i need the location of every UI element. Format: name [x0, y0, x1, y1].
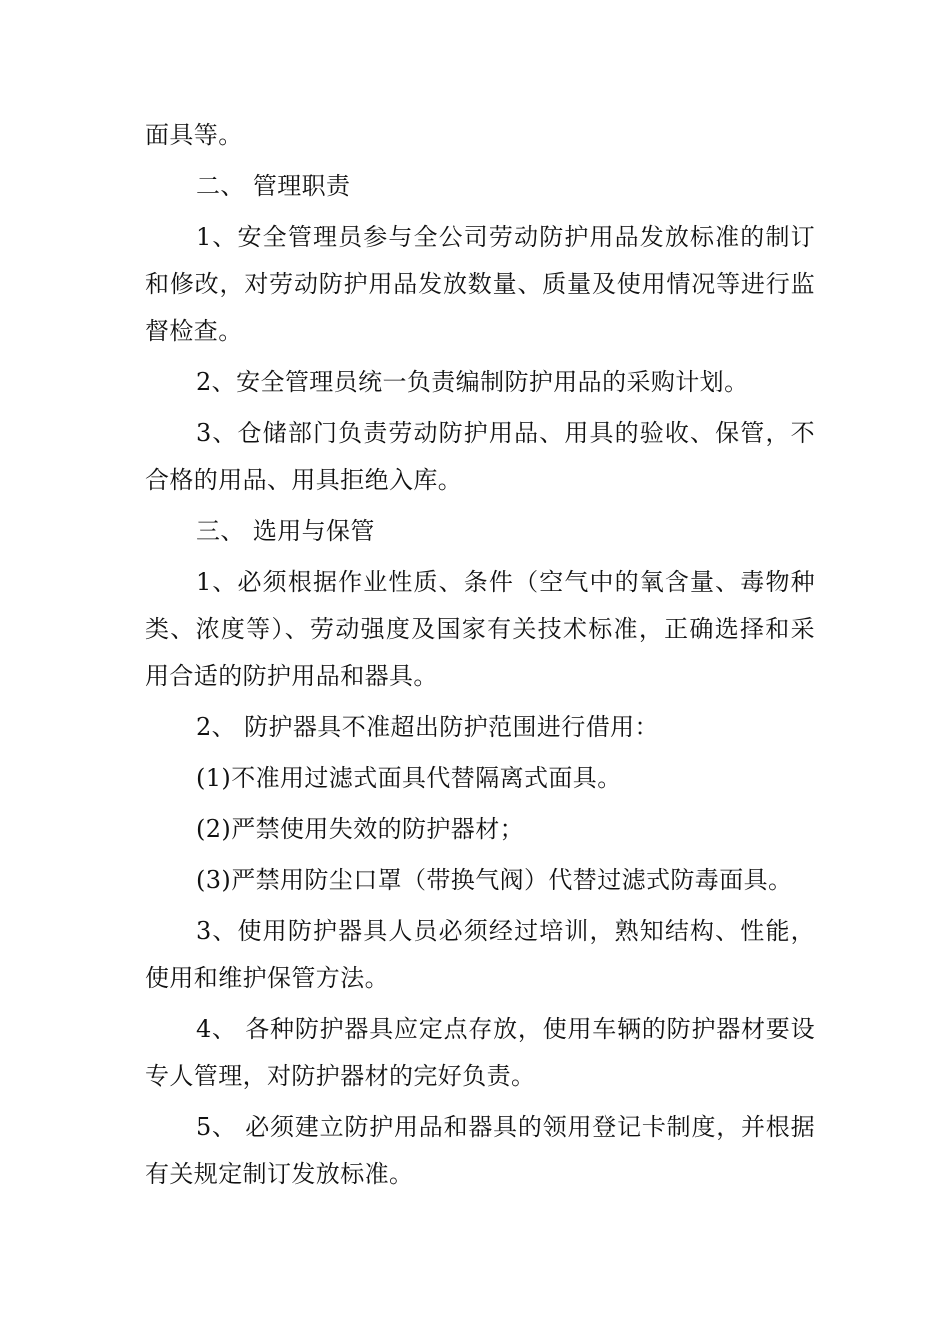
paragraph-rule-2-item-3: (3)严禁用防尘口罩（带换气阀）代替过滤式防毒面具。: [196, 866, 793, 894]
paragraph-rule-4: 4、 各种防护器具应定点存放，使用车辆的防护器材要设专人管理，对防护器材的完好负责。: [145, 1015, 815, 1090]
paragraph-rule-2-item-2: (2)严禁使用失效的防护器材；: [196, 815, 524, 843]
paragraph-rule-5: 5、 必须建立防护用品和器具的领用登记卡制度，并根据有关规定制订发放标准。: [145, 1113, 815, 1188]
section-heading-management-duties: 二、 管理职责: [196, 172, 351, 200]
paragraph-rule-2-item-1: (1)不准用过滤式面具代替隔离式面具。: [196, 764, 622, 792]
paragraph-rule-1: 1、必须根据作业性质、条件（空气中的氧含量、毒物种类、浓度等）、劳动强度及国家有关技术标准，正确选择和采用合适的防护用品和器具。: [145, 568, 815, 690]
paragraph-duty-2: 2、安全管理员统一负责编制防护用品的采购计划。: [196, 368, 749, 396]
paragraph-duty-1: 1、安全管理员参与全公司劳动防护用品发放标准的制订和修改，对劳动防护用品发放数量、质量及使用情况等进行监督检查。: [145, 223, 815, 345]
paragraph-rule-3: 3、使用防护器具人员必须经过培训，熟知结构、性能，使用和维护保管方法。: [145, 917, 815, 992]
section-heading-selection-storage: 三、 选用与保管: [196, 517, 375, 545]
document-body: [145, 112, 815, 1198]
paragraph-continuation: 面具等。: [145, 121, 243, 149]
paragraph-duty-3: 3、仓储部门负责劳动防护用品、用具的验收、保管，不合格的用品、用具拒绝入库。: [145, 419, 815, 494]
paragraph-rule-2: 2、 防护器具不准超出防护范围进行借用：: [196, 713, 659, 741]
